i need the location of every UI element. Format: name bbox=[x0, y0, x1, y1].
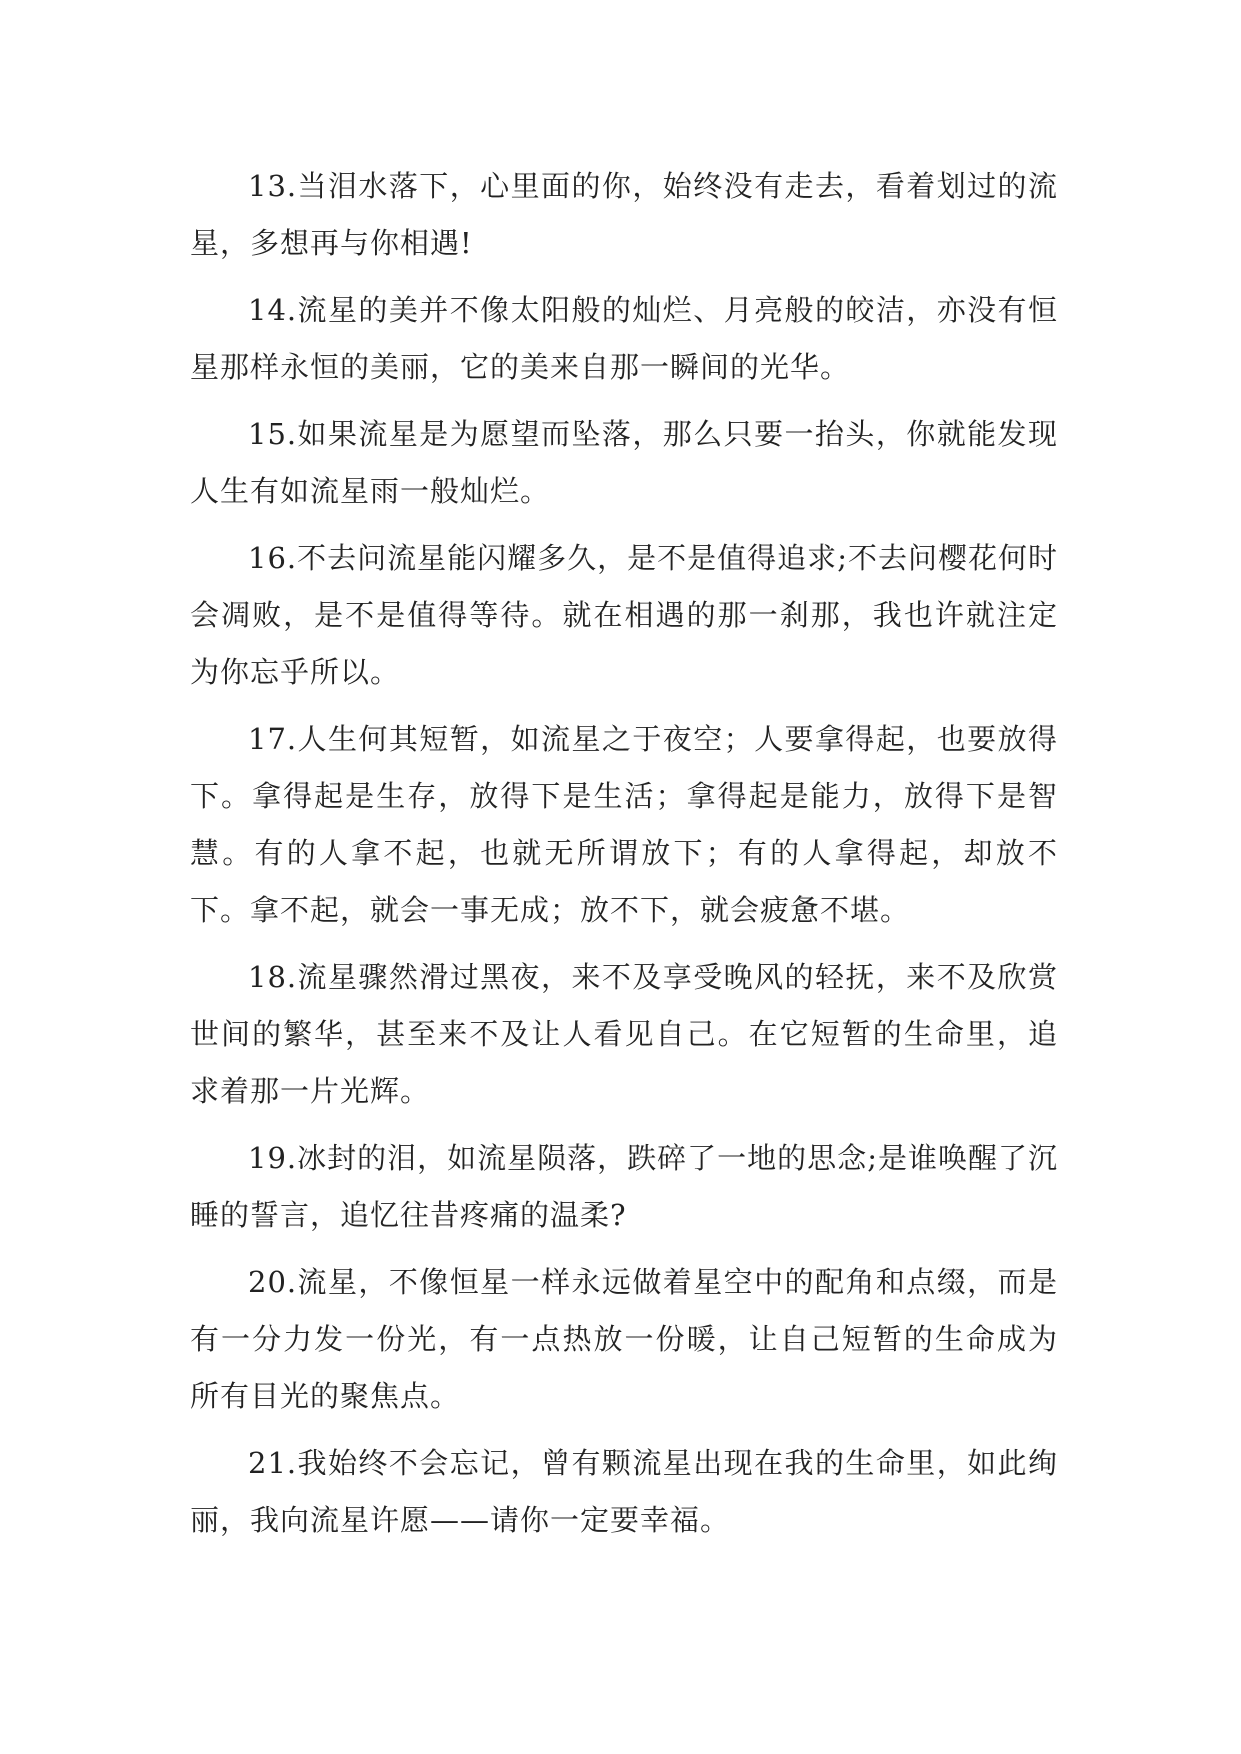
paragraph-16: 16.不去问流星能闪耀多久，是不是值得追求;不去问樱花何时会凋败，是不是值得等待。就在相遇的那一刹那，我也许就注定为你忘乎所以。 bbox=[190, 541, 1058, 689]
paragraph-14: 14.流星的美并不像太阳般的灿烂、月亮般的皎洁，亦没有恒星那样永恒的美丽，它的美来自那一瞬间的光华。 bbox=[190, 293, 1058, 384]
paragraph-15: 15.如果流星是为愿望而坠落，那么只要一抬头，你就能发现人生有如流星雨一般灿烂。 bbox=[190, 417, 1058, 508]
paragraph-20: 20.流星，不像恒星一样永远做着星空中的配角和点缀，而是有一分力发一份光，有一点热放一份暖，让自己短暂的生命成为所有目光的聚焦点。 bbox=[190, 1265, 1058, 1413]
paragraph-19: 19.冰封的泪，如流星陨落，跌碎了一地的思念;是谁唤醒了沉睡的誓言，追忆往昔疼痛的温柔? bbox=[190, 1141, 1058, 1232]
paragraph-18: 18.流星骤然滑过黑夜，来不及享受晚风的轻抚，来不及欣赏世间的繁华，甚至来不及让人看见自己。在它短暂的生命里，追求着那一片光辉。 bbox=[190, 960, 1058, 1108]
document-body bbox=[190, 158, 1058, 1559]
paragraph-13: 13.当泪水落下，心里面的你，始终没有走去，看着划过的流星，多想再与你相遇! bbox=[190, 169, 1058, 260]
paragraph-21: 21.我始终不会忘记，曾有颗流星出现在我的生命里，如此绚丽，我向流星许愿——请你一定要幸福。 bbox=[190, 1446, 1058, 1537]
paragraph-17: 17.人生何其短暂，如流星之于夜空；人要拿得起，也要放得下。拿得起是生存，放得下是生活；拿得起是能力，放得下是智慧。有的人拿不起，也就无所谓放下；有的人拿得起，却放不下。拿不起，就会一事无成；放不下，就会疲惫不堪。 bbox=[190, 722, 1058, 927]
